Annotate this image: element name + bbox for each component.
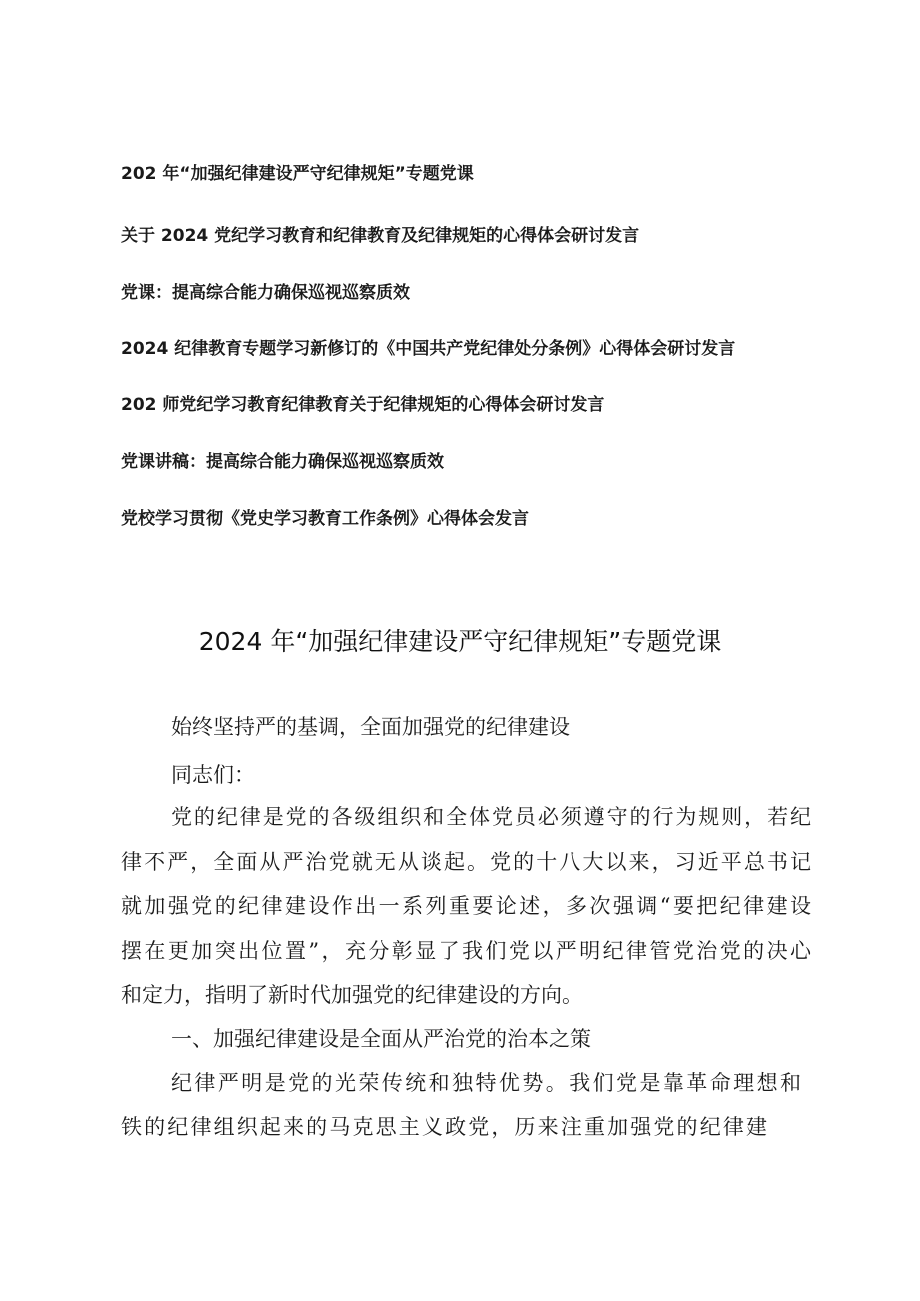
toc-item[interactable]: 202 师党纪学习教育纪律教育关于纪律规矩的心得体会研讨发言 <box>121 395 605 415</box>
greeting: 同志们： <box>171 763 255 787</box>
toc-item[interactable]: 党课讲稿：提高综合能力确保巡视巡察质效 <box>121 452 444 472</box>
paragraph-line: 铁的纪律组织起来的马克思主义政党，历来注重加强党的纪律建 <box>121 1115 767 1139</box>
toc-item[interactable]: 党课：提高综合能力确保巡视巡察质效 <box>121 283 410 303</box>
paragraph-line: 党的纪律是党的各级组织和全体党员必须遵守的行为规则，若纪 <box>171 805 811 829</box>
toc-item[interactable]: 党校学习贯彻《党史学习教育工作条例》心得体会发言 <box>121 509 529 529</box>
toc-item[interactable]: 202 年“加强纪律建设严守纪律规矩”专题党课 <box>121 164 474 184</box>
paragraph-line: 律不严，全面从严治党就无从谈起。党的十八大以来，习近平总书记 <box>121 850 811 874</box>
section-heading: 一、加强纪律建设是全面从严治党的治本之策 <box>171 1027 591 1051</box>
toc-item[interactable]: 2024 纪律教育专题学习新修订的《中国共产党纪律处分条例》心得体会研讨发言 <box>121 339 736 359</box>
paragraph-line: 和定力，指明了新时代加强党的纪律建设的方向。 <box>121 983 583 1007</box>
paragraph-line: 摆在更加突出位置”，充分彰显了我们党以严明纪律管党治党的决心 <box>121 939 811 963</box>
section-subtitle: 始终坚持严的基调，全面加强党的纪律建设 <box>171 715 570 739</box>
document-title: 2024 年“加强纪律建设严守纪律规矩”专题党课 <box>198 627 722 656</box>
toc-item[interactable]: 关于 2024 党纪学习教育和纪律教育及纪律规矩的心得体会研讨发言 <box>121 226 640 246</box>
paragraph-line: 纪律严明是党的光荣传统和独特优势。我们党是靠革命理想和 <box>171 1071 801 1095</box>
paragraph-line: 就加强党的纪律建设作出一系列重要论述，多次强调“要把纪律建设 <box>121 894 811 918</box>
